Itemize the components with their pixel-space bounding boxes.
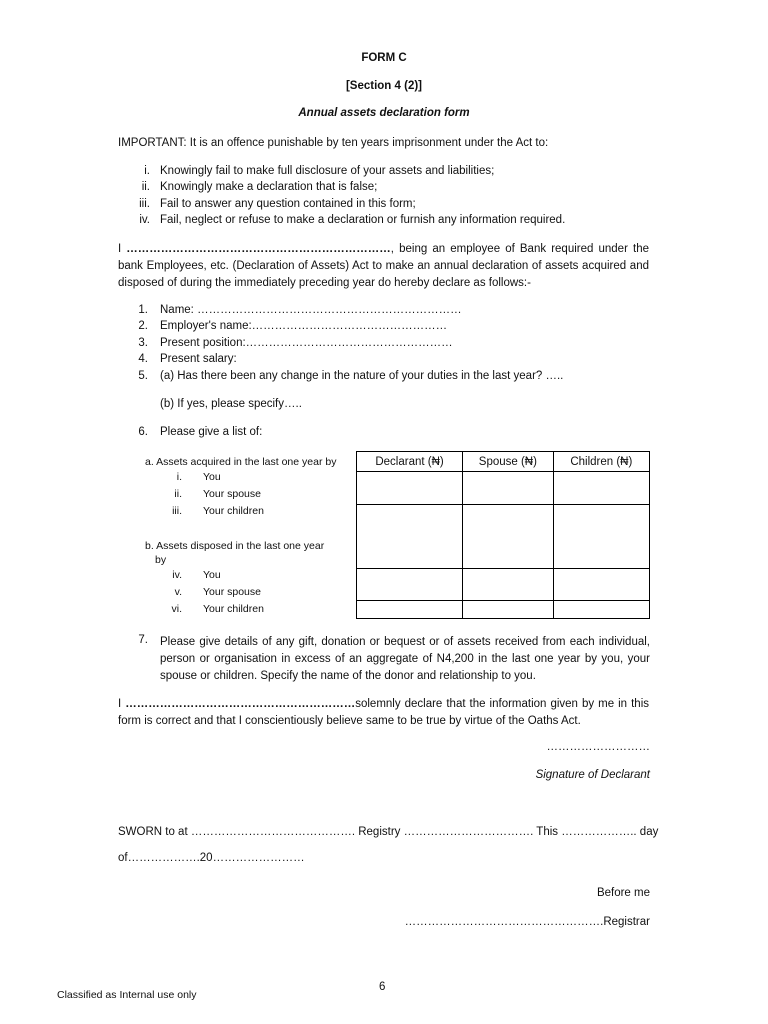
cell-disposed-declarant[interactable]: [357, 569, 463, 601]
asset-num: iii.: [172, 505, 182, 517]
question-5b: (b) If yes, please specify…..: [160, 398, 302, 410]
solemn-declaration: I ……………………………………………………solemnly declare that the information given by me in this form is correct and that I conscientiously believe same to be true by virtue of the Oaths Act.: [118, 698, 649, 727]
col-children: Children (₦): [553, 452, 649, 472]
offence-text: Fail to answer any question contained in this form;: [160, 198, 416, 210]
name-blank: ……………………………………………………………: [126, 243, 391, 255]
declaration-intro: I ……………………………………………………………, being an employee of Bank required under the bank Employees, etc. (Declaration of Assets) Act to make an annual declaration of assets acquired and disposed of during the immediately preceding year do hereby declare as follows:-: [118, 243, 649, 289]
cell-acquired-declarant[interactable]: [357, 472, 463, 505]
question-employer: Employer's name:……………………………………………: [160, 320, 448, 332]
cell-disposed-spouse-2[interactable]: [463, 601, 554, 619]
question-num: 4.: [138, 353, 148, 365]
question-name: Name: ……………………………………………………………: [160, 304, 462, 316]
footer-classification: Classified as Internal use only: [57, 989, 197, 1001]
cell-acquired-declarant-2[interactable]: [357, 505, 463, 569]
cell-disposed-children[interactable]: [553, 569, 649, 601]
sworn-line: SWORN to at ……………………………………. Registry ……………………………. This ……………….. day: [118, 826, 659, 838]
sworn-date-line: of……………….20……………………: [118, 852, 305, 864]
disposed-you: You: [203, 569, 221, 581]
asset-num: ii.: [174, 488, 182, 500]
asset-num: iv.: [172, 569, 182, 581]
question-num: 7.: [138, 634, 148, 646]
question-salary: Present salary:: [160, 353, 237, 365]
question-6: Please give a list of:: [160, 426, 263, 438]
signature-label: Signature of Declarant: [535, 769, 650, 781]
name-blank-2: ……………………………………………………: [125, 698, 356, 710]
question-7: Please give details of any gift, donation or bequest or of assets received from each individual, person or organisation in excess of an aggregate of N4,200 in the last one year by you, your spouse or children. Specify the name of the donor and relationship to you.: [160, 636, 650, 682]
cell-acquired-spouse-2[interactable]: [463, 505, 554, 569]
disposed-spouse: Your spouse: [203, 586, 261, 598]
signature-line: ………………………: [546, 741, 650, 753]
form-title: FORM C: [361, 52, 407, 64]
before-me: Before me: [596, 887, 650, 899]
offence-num: ii.: [141, 181, 150, 193]
cell-disposed-declarant-2[interactable]: [357, 601, 463, 619]
acquired-you: You: [203, 471, 221, 483]
question-num: 6.: [138, 426, 148, 438]
offence-num: iii.: [139, 198, 150, 210]
disposed-label: b. Assets disposed in the last one year: [145, 540, 325, 552]
acquired-label: a. Assets acquired in the last one year by: [145, 456, 337, 468]
cell-disposed-children-2[interactable]: [553, 601, 649, 619]
offence-text: Fail, neglect or refuse to make a declaration or furnish any information required.: [160, 214, 566, 226]
question-num: 5.: [138, 370, 148, 382]
offence-text: Knowingly fail to make full disclosure of your assets and liabilities;: [160, 165, 495, 177]
question-position: Present position:………………………………………………: [160, 337, 453, 349]
cell-acquired-children[interactable]: [553, 472, 649, 505]
acquired-spouse: Your spouse: [203, 488, 261, 500]
question-num: 1.: [138, 304, 148, 316]
acquired-children: Your children: [203, 505, 264, 517]
disposed-children: Your children: [203, 603, 264, 615]
form-subtitle: Annual assets declaration form: [298, 107, 470, 119]
cell-acquired-spouse[interactable]: [463, 472, 554, 505]
asset-num: i.: [176, 471, 182, 483]
registrar-line: …………………………………………….Registrar: [404, 916, 650, 928]
question-num: 3.: [138, 337, 148, 349]
cell-disposed-spouse[interactable]: [463, 569, 554, 601]
question-num: 2.: [138, 320, 148, 332]
cell-acquired-children-2[interactable]: [553, 505, 649, 569]
offence-num: i.: [144, 165, 150, 177]
asset-num: vi.: [171, 603, 182, 615]
asset-num: v.: [174, 586, 182, 598]
question-duties: (a) Has there been any change in the nature of your duties in the last year? …..: [160, 370, 564, 382]
col-spouse: Spouse (₦): [463, 452, 554, 472]
section-reference: [Section 4 (2)]: [345, 80, 423, 92]
assets-table: [356, 451, 650, 619]
disposed-label-by: by: [155, 554, 167, 566]
page-number: 6: [379, 981, 386, 993]
offence-text: Knowingly make a declaration that is false;: [160, 181, 378, 193]
col-declarant: Declarant (₦): [357, 452, 463, 472]
offence-num: iv.: [139, 214, 150, 226]
important-notice: IMPORTANT: It is an offence punishable by ten years imprisonment under the Act to:: [118, 137, 549, 149]
